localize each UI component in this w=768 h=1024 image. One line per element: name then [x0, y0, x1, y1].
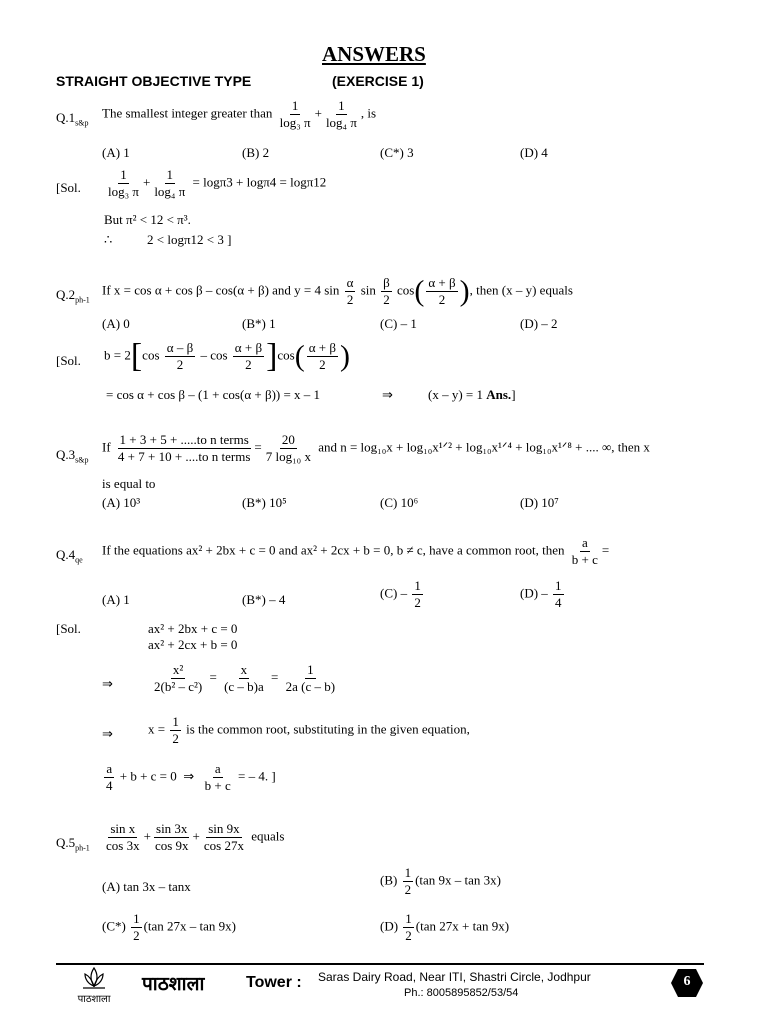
q3-option-c: (C) 10⁶: [380, 495, 419, 510]
q3-option-b: (B*) 10⁵: [242, 495, 287, 510]
q4-sol-root: x = $\frac{1}{2}$ is the common root, substituting in the given equation,: [148, 714, 470, 746]
q5-label: $Q.5_{ph-1}$: [56, 835, 90, 853]
implies-arrow: ⇒: [102, 676, 113, 691]
q3-option-a: (A) 10³: [102, 495, 141, 510]
footer-logo-text: पाठशाला: [77, 994, 111, 1005]
q3-option-d: (D) 10⁷: [520, 495, 559, 510]
q2-option-a: (A) 0: [102, 316, 130, 331]
q2-stem: If x = cos α + cos β – cos(α + β) and y = 4 sin $\frac{\alpha}{2}$ sin $\frac{\beta}{2}$ cos( $\frac{\alpha + \beta}{2}$ ), then (x – y) equals: [102, 274, 573, 308]
footer-phone: Ph.: 8005895852/53/54: [404, 987, 519, 999]
q1-stem: The smallest integer greater than $\frac{1}{\text{log₃ π}}$ + $\frac{1}{\text{log₄ π}}$ , is: [102, 98, 377, 130]
q5-stem: $\frac{\text{sin x}}{\cos 3x}$ + $\frac{\sin 3x}{\cos 9x}$ + $\frac{\sin 9x}{\cos 27x}$ equals: [106, 821, 285, 853]
page-number: 6: [683, 974, 691, 989]
q4-sol-final: $\frac{a}{4}$ + b + c = 0 ⇒ $\frac{a}{b + c}$ = – 4. ]: [106, 761, 276, 793]
q2-option-d: (D) – 2: [520, 316, 558, 331]
q1-sol-line1: $\frac{1}{\text{log₃ π}}$ + $\frac{1}{\text{log₄ π}}$ = logπ3 + logπ4 = logπ12: [108, 167, 327, 199]
page-number-badge: [670, 968, 704, 998]
q3-stem: If $\frac{\text{1 + 3 + 5 + .....to n terms}}{\text{4 + 7 + 10 + ....to n terms}}$ = $\frac{20}{\text{7 log₁₀ x}}$ and n = log₁₀x + log₁₀x¹ᐟ² + log₁₀x¹ᐟ⁴ + log₁₀x¹ᐟ⁸ + .... ∞, then x: [102, 432, 650, 464]
q2-option-c: (C) – 1: [380, 316, 417, 331]
q4-label: $Q.4_{qe}$: [56, 547, 83, 565]
q5-option-c: (C*) $\frac{1}{2}$ (tan 27x – tan 9x): [102, 911, 237, 943]
q4-sol-ratio: $\frac{\text{x²}}{\text{2(b² – c²)}}$ = $\frac{x}{(c - b)a}$ = $\frac{1}{2a (c - b)}$: [154, 662, 336, 694]
q5-option-a: (A) tan 3x – tanx: [102, 879, 191, 894]
footer-tower: Tower :: [246, 974, 302, 991]
q5-option-d: (D) $\frac{1}{2}$ (tan 27x + tan 9x): [380, 911, 510, 943]
footer-logo: [62, 966, 126, 1008]
footer-brand: पाठशाला: [142, 973, 205, 995]
q4-stem: If the equations ax² + 2bx + c = 0 and ax² + 2cx + b = 0, b ≠ c, have a common root, then $\frac{a}{b + c}$ =: [102, 535, 610, 567]
footer-address: Saras Dairy Road, Near ITI, Shastri Circle, Jodhpur: [318, 970, 591, 984]
implies-arrow: ⇒: [183, 768, 195, 784]
q2-sol-label: [Sol.: [56, 353, 81, 368]
q1-sol-label: [Sol.: [56, 180, 81, 195]
q4-option-b: (B*) – 4: [242, 592, 286, 607]
q1-option-d: (D) 4: [520, 145, 548, 160]
q4-option-a: (A) 1: [102, 592, 130, 607]
q5-option-b: (B) $\frac{1}{2}$ (tan 9x – tan 3x): [380, 865, 502, 897]
q1-sol-line3: 2 < logπ12 < 3 ]: [147, 232, 232, 247]
q4-option-c: (C) – $\frac{1}{2}$: [380, 578, 421, 610]
q2-sol-line2: = cos α + cos β – (1 + cos(α + β)) = x – 1: [106, 387, 321, 402]
q1-label: $Q.1_{s\&p}$: [56, 110, 89, 128]
q3-line2: is equal to: [102, 476, 156, 491]
footer-rule: [56, 963, 704, 965]
q3-label: $Q.3_{s\&p}$: [56, 447, 89, 465]
q1-option-c: (C*) 3: [380, 145, 414, 160]
q1-frac2: $\frac{1}{\text{log₄ π}}$: [325, 98, 357, 130]
q1-frac1: $\frac{1}{\text{log₃ π}}$: [279, 98, 311, 130]
q1-option-a: (A) 1: [102, 145, 130, 160]
implies-arrow: ⇒: [382, 387, 393, 402]
q4-sol-eq1: ax² + 2bx + c = 0: [148, 621, 238, 636]
therefore-symbol: ∴: [104, 232, 113, 247]
q2-sol-answer: (x – y) = 1 Ans.]: [428, 387, 516, 402]
q4-option-d: (D) – $\frac{1}{4}$: [520, 578, 562, 610]
q2-label: $Q.2_{ph-1}$: [56, 287, 90, 305]
section-title: STRAIGHT OBJECTIVE TYPE: [56, 73, 252, 89]
q2-option-b: (B*) 1: [242, 316, 276, 331]
page-title: ANSWERS: [322, 42, 426, 66]
exercise-title: (EXERCISE 1): [332, 73, 424, 89]
q4-sol-label: [Sol.: [56, 621, 81, 636]
q1-option-b: (B) 2: [242, 145, 270, 160]
lotus-icon: [79, 966, 109, 990]
q1-sol-line2: But π² < 12 < π³.: [104, 212, 191, 227]
implies-arrow: ⇒: [102, 726, 113, 741]
q4-sol-eq2: ax² + 2cx + b = 0: [148, 637, 238, 652]
q2-sol-line1: b = 2[cos $\frac{\alpha - \beta}{2}$ – cos $\frac{\alpha + \beta}{2}$ ]cos( $\frac{\alpha + \beta}{2}$ ): [104, 337, 350, 375]
